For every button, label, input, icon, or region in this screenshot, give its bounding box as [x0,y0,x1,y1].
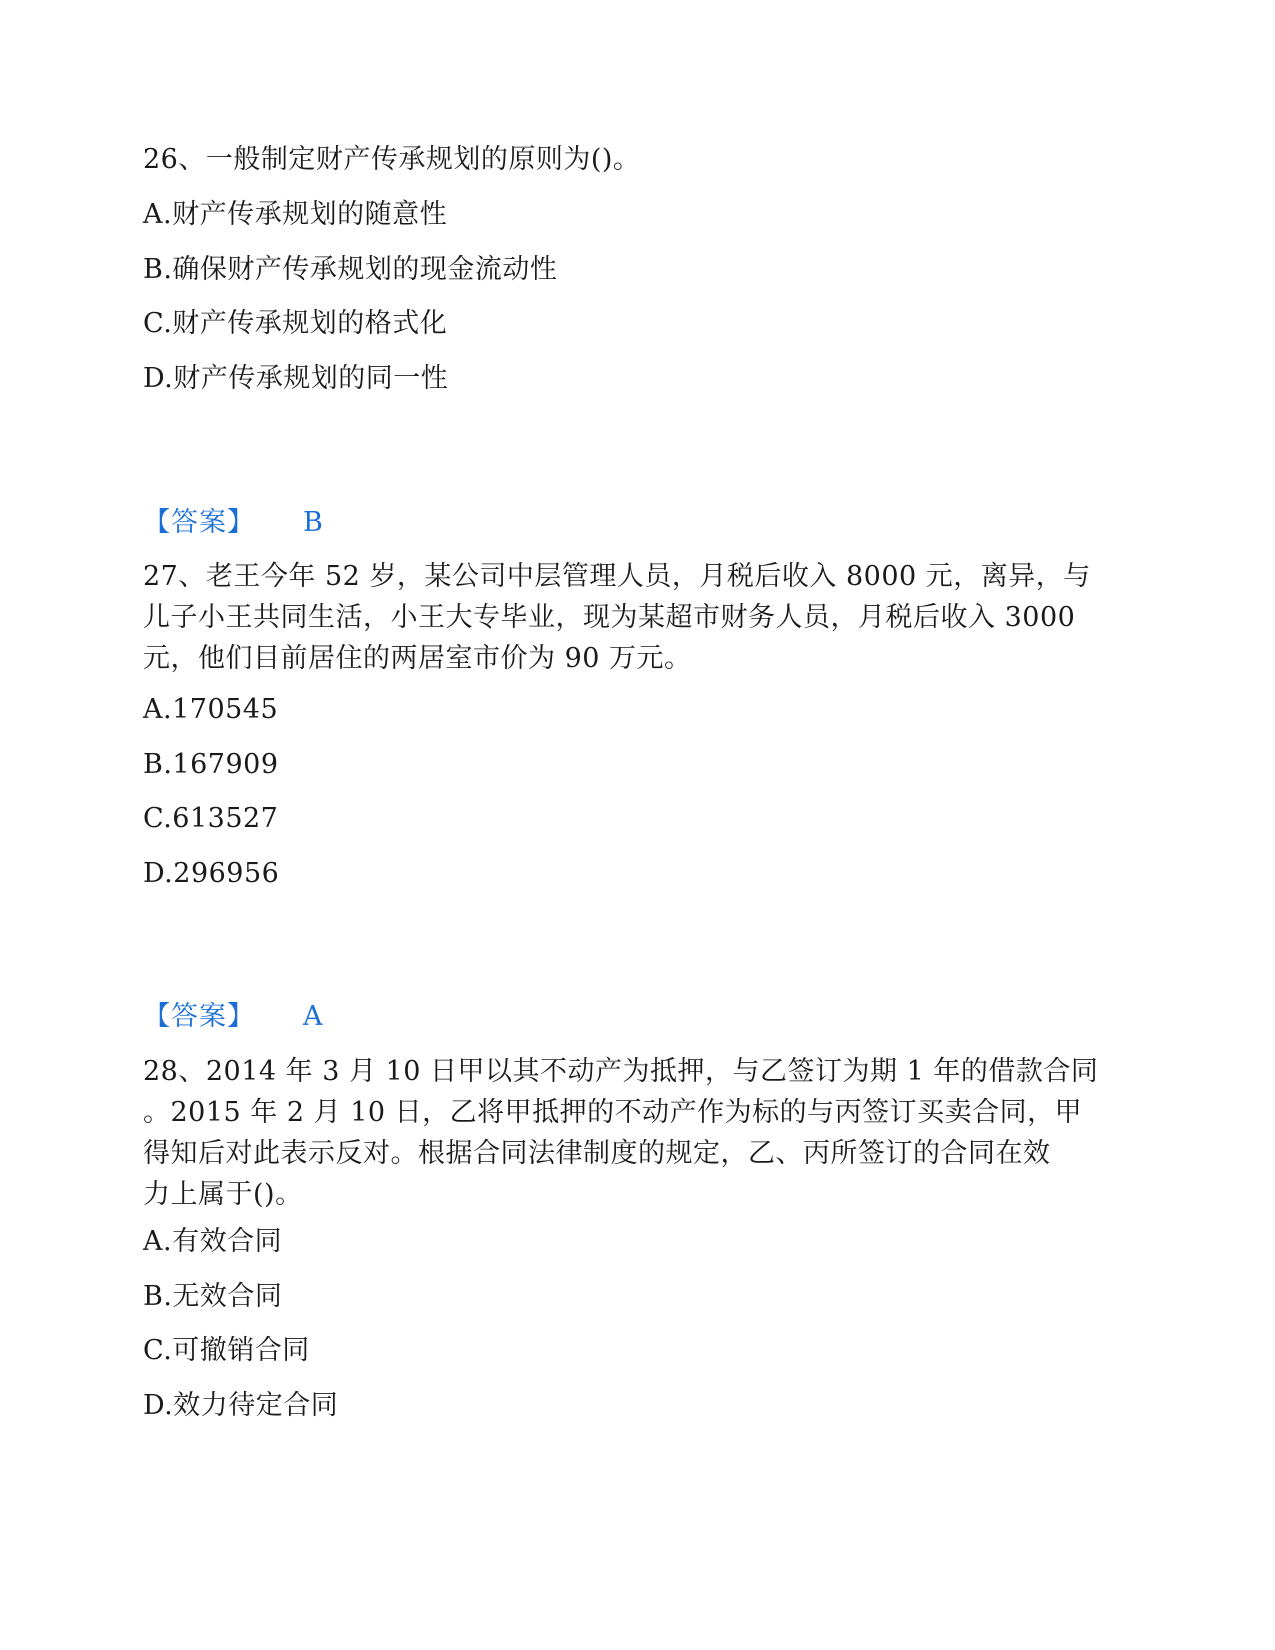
question-26-stem: 26、一般制定财产传承规划的原则为()。 [143,144,641,175]
answer-value: A [303,1001,323,1032]
question-27-option-b: B.167909 [143,749,279,780]
question-28-stem [143,1051,1103,1215]
stem-line: 元，他们目前居住的两居室市价为 90 万元。 [143,643,692,674]
answer-value: B [303,507,323,538]
answer-label: 【答案】 [143,1001,255,1032]
question-26-option-c: C.财产传承规划的格式化 [143,308,448,339]
question-27-option-c: C.613527 [143,803,279,834]
question-28-option-d: D.效力待定合同 [143,1390,339,1421]
question-26-option-a: A.财产传承规划的随意性 [143,199,448,230]
question-26-answer [143,503,323,543]
question-28-option-c: C.可撤销合同 [143,1335,310,1366]
question-26-option-d: D.财产传承规划的同一性 [143,363,449,394]
stem-line: 28、2014 年 3 月 10 日甲以其不动产为抵押，与乙签订为期 1 年的借款合同 [143,1056,1099,1087]
answer-label: 【答案】 [143,507,255,538]
stem-line: 27、老王今年 52 岁，某公司中层管理人员，月税后收入 8000 元，离异，与 [143,561,1091,592]
stem-line: 得知后对此表示反对。根据合同法律制度的规定，乙、丙所签订的合同在效 [143,1138,1051,1169]
question-27-stem [143,556,1103,679]
question-27-option-a: A.170545 [143,694,279,725]
stem-line: 。2015 年 2 月 10 日，乙将甲抵押的不动产作为标的与丙签订买卖合同，甲 [143,1097,1083,1128]
question-28-option-b: B.无效合同 [143,1281,283,1312]
question-26-option-b: B.确保财产传承规划的现金流动性 [143,254,558,285]
question-27-option-d: D.296956 [143,858,280,889]
question-28-option-a: A.有效合同 [143,1226,283,1257]
stem-line: 力上属于()。 [143,1179,303,1210]
stem-line: 儿子小王共同生活，小王大专毕业，现为某超市财务人员，月税后收入 3000 [143,602,1076,633]
question-27-answer [143,997,323,1037]
